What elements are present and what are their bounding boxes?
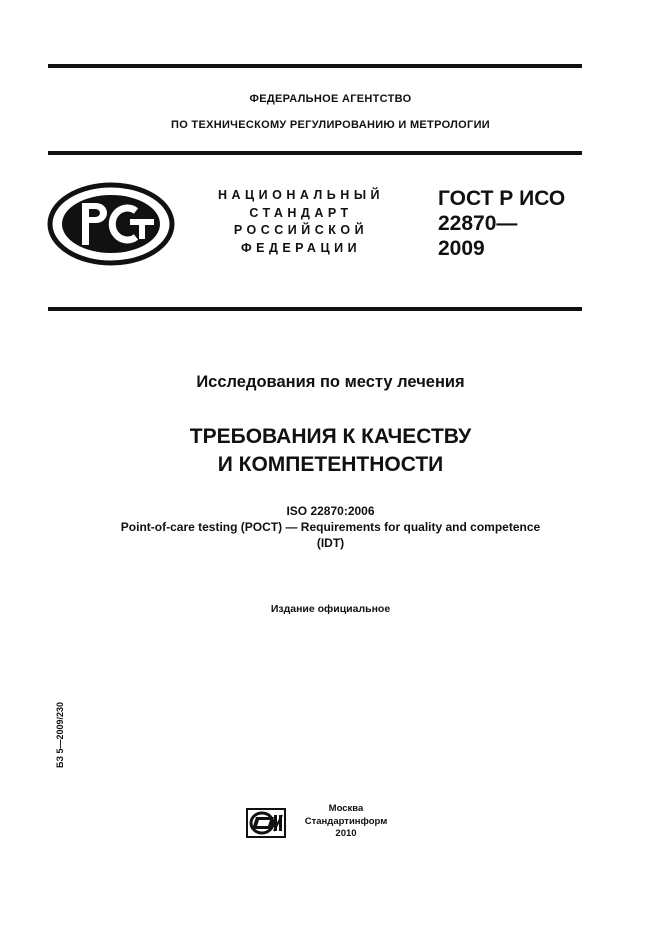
header-bottom-rule [48, 307, 582, 311]
document-subtitle: Исследования по месту лечения [196, 373, 465, 391]
publisher-city: Москва [328, 803, 364, 814]
designation-line2: 22870— [438, 212, 518, 235]
national-standard-label [198, 187, 404, 257]
national-standard-line3: РОССИЙСКОЙ [233, 223, 369, 237]
designation-line1: ГОСТ Р ИСО [438, 187, 566, 210]
national-standard-line2: СТАНДАРТ [249, 205, 353, 220]
edition-label: Издание официальное [270, 603, 391, 615]
publisher-info [296, 803, 396, 841]
iso-reference [0, 503, 661, 551]
title-line2: И КОМПЕТЕНТНОСТИ [217, 453, 444, 476]
publisher-name: Стандартинформ [304, 815, 388, 827]
title-line1: ТРЕБОВАНИЯ К КАЧЕСТВУ [189, 425, 472, 448]
side-code: БЗ 5—2009/230 [55, 701, 65, 769]
standard-designation [438, 186, 565, 261]
designation-line3: 2009 [438, 237, 485, 260]
header-rule [48, 151, 582, 155]
top-rule [48, 64, 582, 68]
national-standard-line4: ФЕДЕРАЦИИ [240, 240, 362, 255]
standartinform-logo-icon [246, 808, 286, 843]
rst-certification-mark-icon [46, 181, 176, 272]
agency-name-line2: ПО ТЕХНИЧЕСКОМУ РЕГУЛИРОВАНИЮ И МЕТРОЛОГИИ [171, 119, 490, 131]
iso-identity: (IDT) [316, 536, 345, 550]
iso-english-title: Point-of-care testing (POCT) — Requirements for quality and competence [120, 520, 541, 534]
national-standard-line1: НАЦИОНАЛЬНЫЙ [217, 188, 385, 202]
iso-code: ISO 22870:2006 [286, 504, 375, 518]
agency-name-line1: ФЕДЕРАЛЬНОЕ АГЕНТСТВО [249, 93, 412, 105]
document-title [0, 423, 661, 479]
publisher-year: 2010 [335, 828, 357, 839]
